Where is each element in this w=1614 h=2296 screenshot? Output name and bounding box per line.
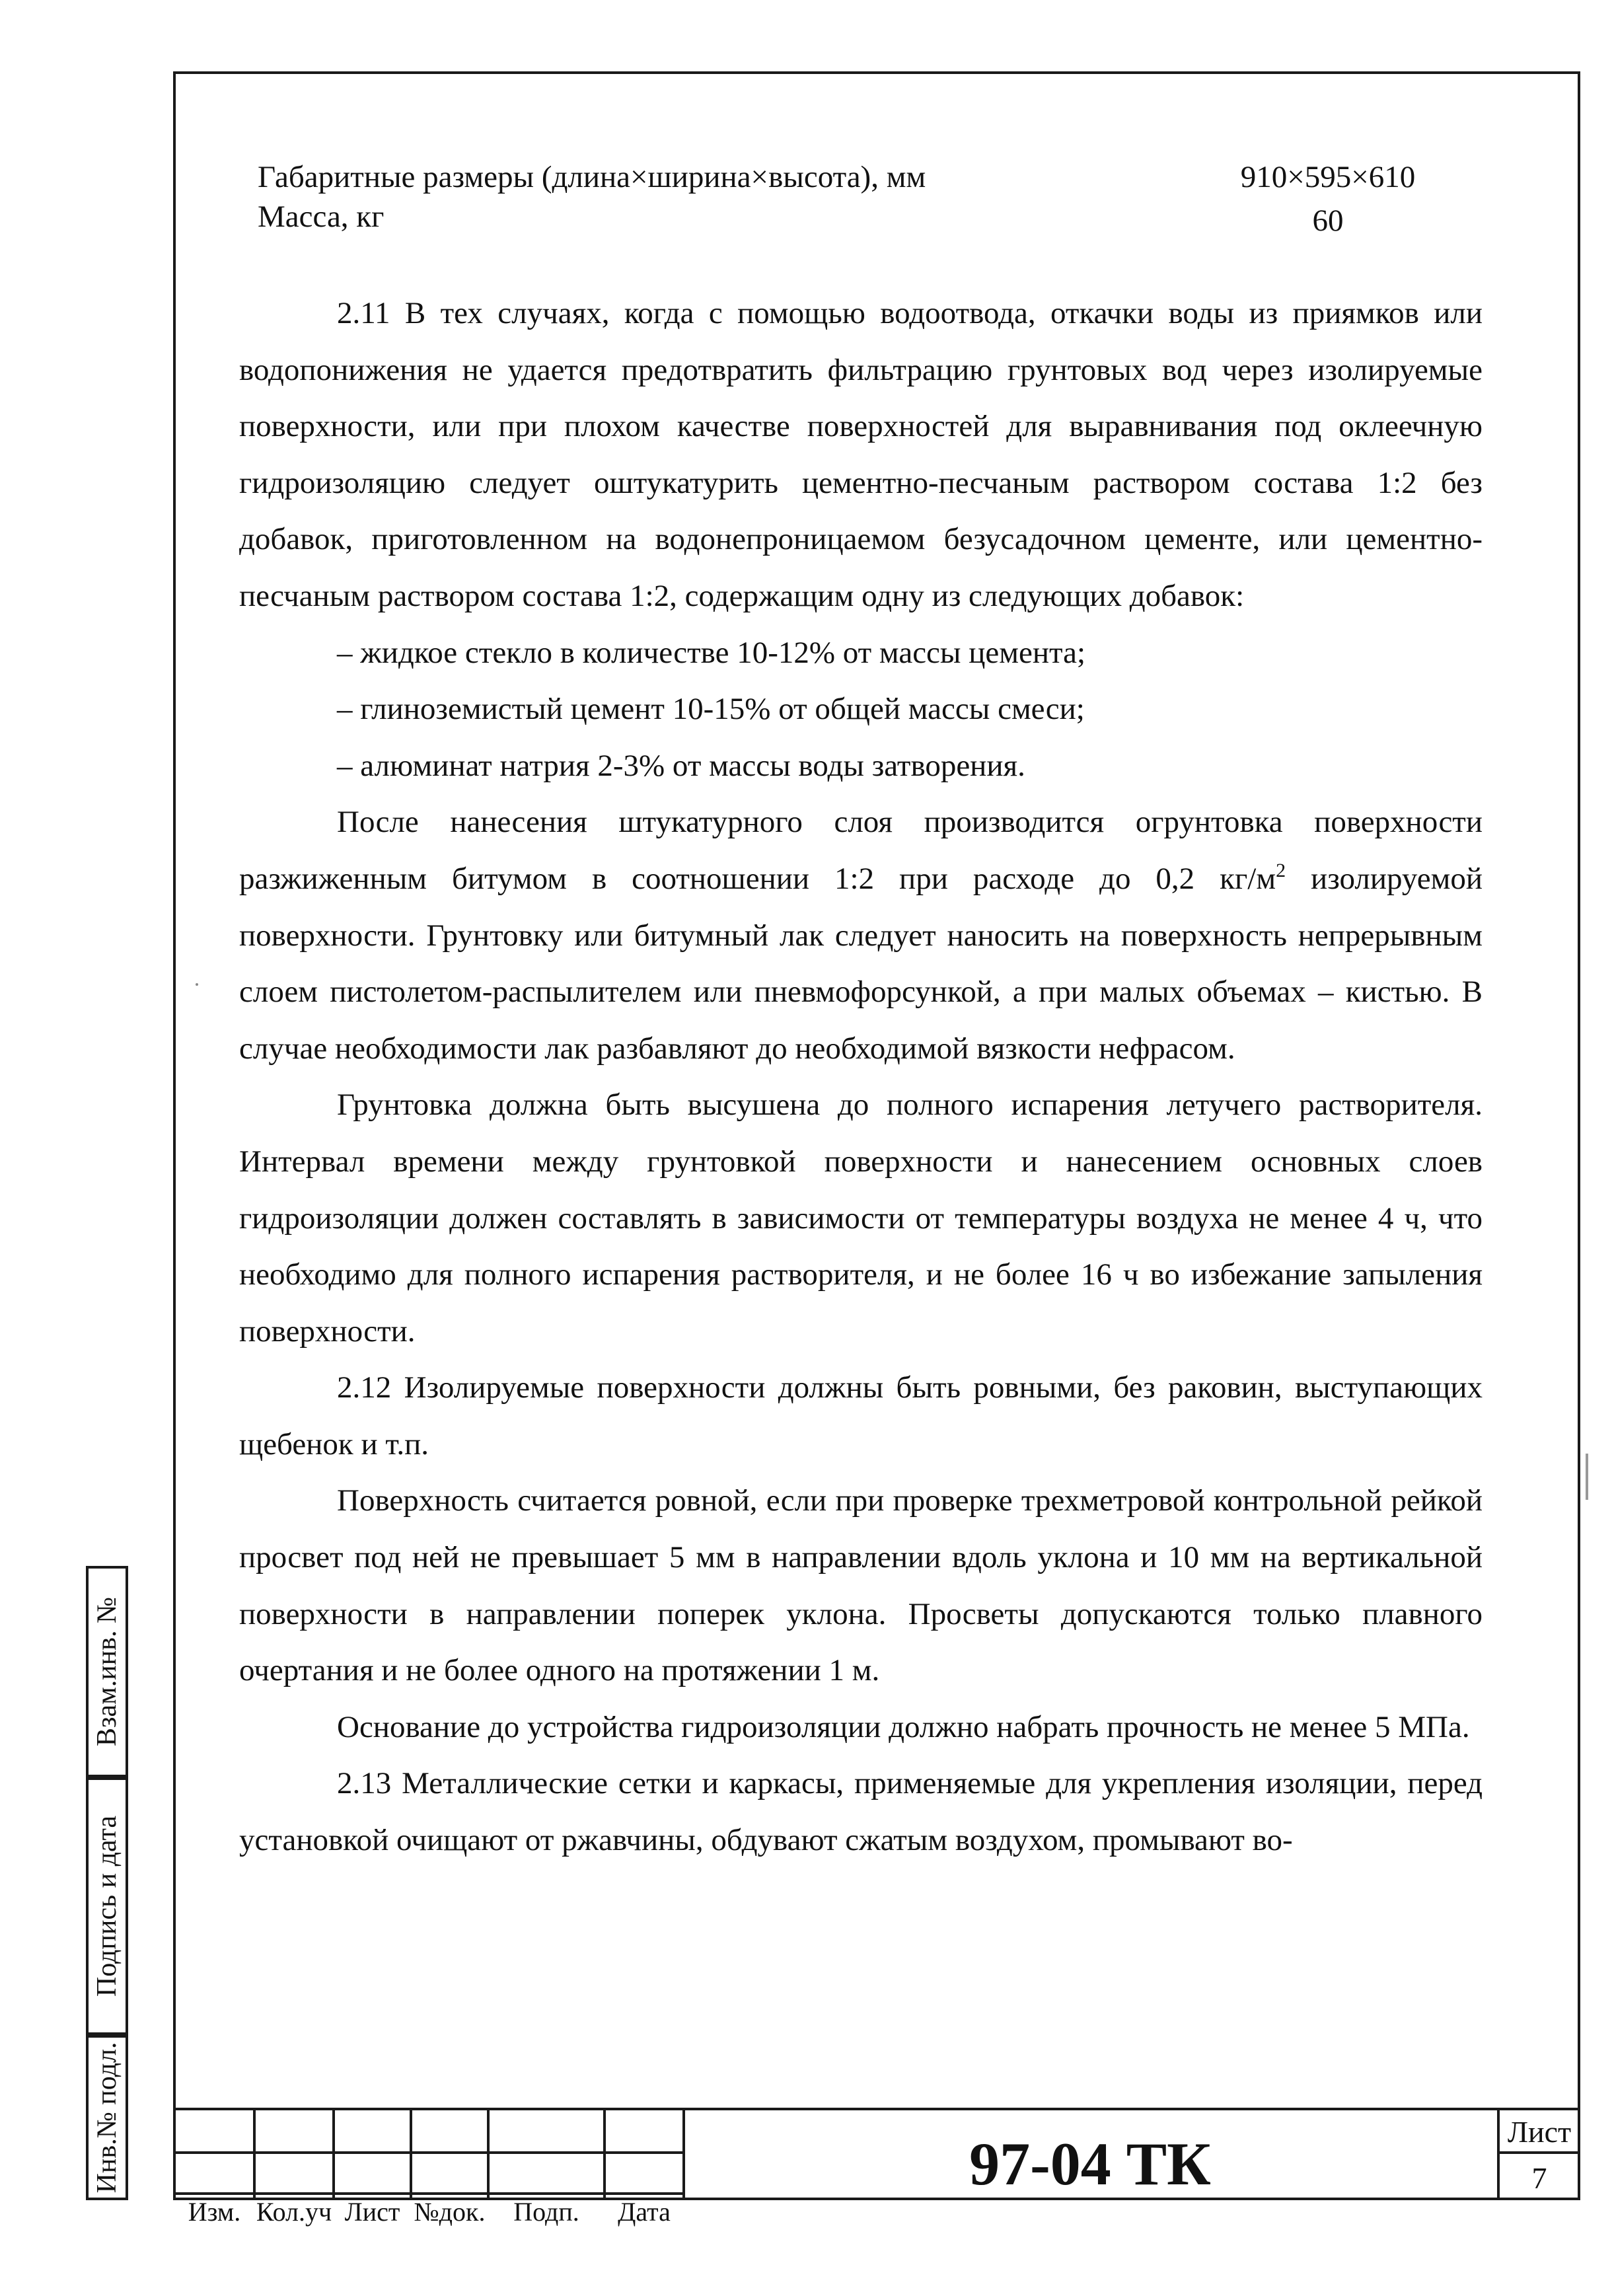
stamp-label: Взам.инв. № bbox=[92, 1596, 122, 1747]
list-item: – алюминат натрия 2-3% от массы воды затворения. bbox=[337, 748, 1025, 783]
list-item: – жидкое стекло в количестве 10-12% от массы цемента; bbox=[337, 635, 1086, 670]
primer-text-b: изолируемой поверхности. Грунтовку или битумный лак следует наносить на поверхность непрерывным слоем пистолетом-распылителем или пневмофорсункой, а при малых объемах – кистью. В случае необходимости лак разбавляют до необходимой вязкости нефрасом. bbox=[239, 861, 1483, 1066]
stamp-blank-column bbox=[126, 1566, 173, 2200]
scan-speck bbox=[196, 983, 198, 986]
stamp-inv-original bbox=[86, 2035, 126, 2200]
paragraph-base: Основание до устройства гидроизоляции должно набрать прочность не менее 5 МПа. bbox=[337, 1709, 1470, 1744]
header-doc-no: №док. bbox=[414, 2197, 486, 2227]
paragraph-flatness: Поверхность считается ровной, если при проверке трехметровой контрольной рейкой просвет под ней не превышает 5 мм в направлении вдоль уклона и 10 мм на вертикальной поверхности в направлении поперек уклона. Просветы допускаются только плавного очертания и не более одного на протяжении 1 м. bbox=[239, 1483, 1483, 1688]
sheet-label: Лист bbox=[1507, 2115, 1572, 2149]
stamp-signature-date bbox=[86, 1777, 126, 2035]
header-sheet: Лист bbox=[344, 2197, 400, 2227]
paragraph-2-11: 2.11 В тех случаях, когда с помощью водоотвода, откачки воды из приямков или водопонижения не удается предотвратить фильтрацию грунтовых вод через изолируемые поверхности, или при плохом качестве поверхностей для выравнивания под оклеечную гидроизоляцию следует оштукатурить цементно-песчаным раствором состава 1:2 без добавок, приготовленном на водонепроницаемом безусадочном цементе, или цементно-песчаным раствором состава 1:2, содержащим одну из следующих добавок: bbox=[239, 296, 1483, 613]
stamp-exchange-inv bbox=[86, 1566, 126, 1777]
header-count: Кол.уч bbox=[256, 2197, 332, 2227]
title-block-rule bbox=[253, 2108, 256, 2200]
title-block-rule bbox=[173, 2151, 685, 2154]
dimensions-value: 910×595×610 bbox=[1240, 160, 1416, 194]
document-body bbox=[239, 285, 1483, 1869]
paragraph-drying: Грунтовка должна быть высушена до полного испарения летучего растворителя. Интервал времени между грунтовкой поверхности и нанесением основных слоев гидроизоляции должен составлять в зависимости от температуры воздуха не менее 4 ч, что необходимо для полного испарения растворителя, и не более 16 ч во избежание запыления поверхности. bbox=[239, 1088, 1483, 1349]
dimensions-label: Габаритные размеры (длина×ширина×высота), мм bbox=[258, 160, 926, 194]
mass-label: Масса, кг bbox=[258, 200, 385, 234]
header-signature: Подп. bbox=[513, 2197, 579, 2227]
primer-text-a: После нанесения штукатурного слоя производится огрунтовка поверхности разжиженным битумом в соотношении 1:2 при расходе до 0,2 кг/м bbox=[239, 805, 1483, 896]
stamp-label: Подпись и дата bbox=[92, 1815, 122, 1997]
title-block-rule bbox=[173, 2108, 1580, 2110]
title-block-rule bbox=[603, 2108, 606, 2200]
title-block-rule bbox=[410, 2108, 412, 2200]
stamp-label: Инв.№ подл. bbox=[92, 2042, 122, 2194]
title-block-rule bbox=[1497, 2151, 1580, 2154]
paragraph-2-13: 2.13 Металлические сетки и каркасы, применяемые для укрепления изоляции, перед установкой очищают от ржавчины, обдувают сжатым воздухом, промывают во- bbox=[239, 1766, 1483, 1858]
document-code: 97-04 ТК bbox=[969, 2130, 1211, 2198]
sheet-number: 7 bbox=[1531, 2161, 1547, 2195]
list-item: – глиноземистый цемент 10-15% от общей массы смеси; bbox=[337, 692, 1085, 727]
paragraph-2-12: 2.12 Изолируемые поверхности должны быть ровными, без раковин, выступающих щебенок и т.п. bbox=[239, 1370, 1483, 1462]
title-block-rule bbox=[487, 2108, 490, 2200]
mass-value: 60 bbox=[1312, 204, 1344, 238]
superscript-2: 2 bbox=[1276, 859, 1286, 881]
header-change: Изм. bbox=[188, 2197, 241, 2227]
title-block-rule bbox=[332, 2108, 335, 2200]
header-date: Дата bbox=[618, 2197, 671, 2227]
paragraph-primer bbox=[239, 794, 1483, 1077]
scan-edge-mark bbox=[1586, 1454, 1588, 1500]
